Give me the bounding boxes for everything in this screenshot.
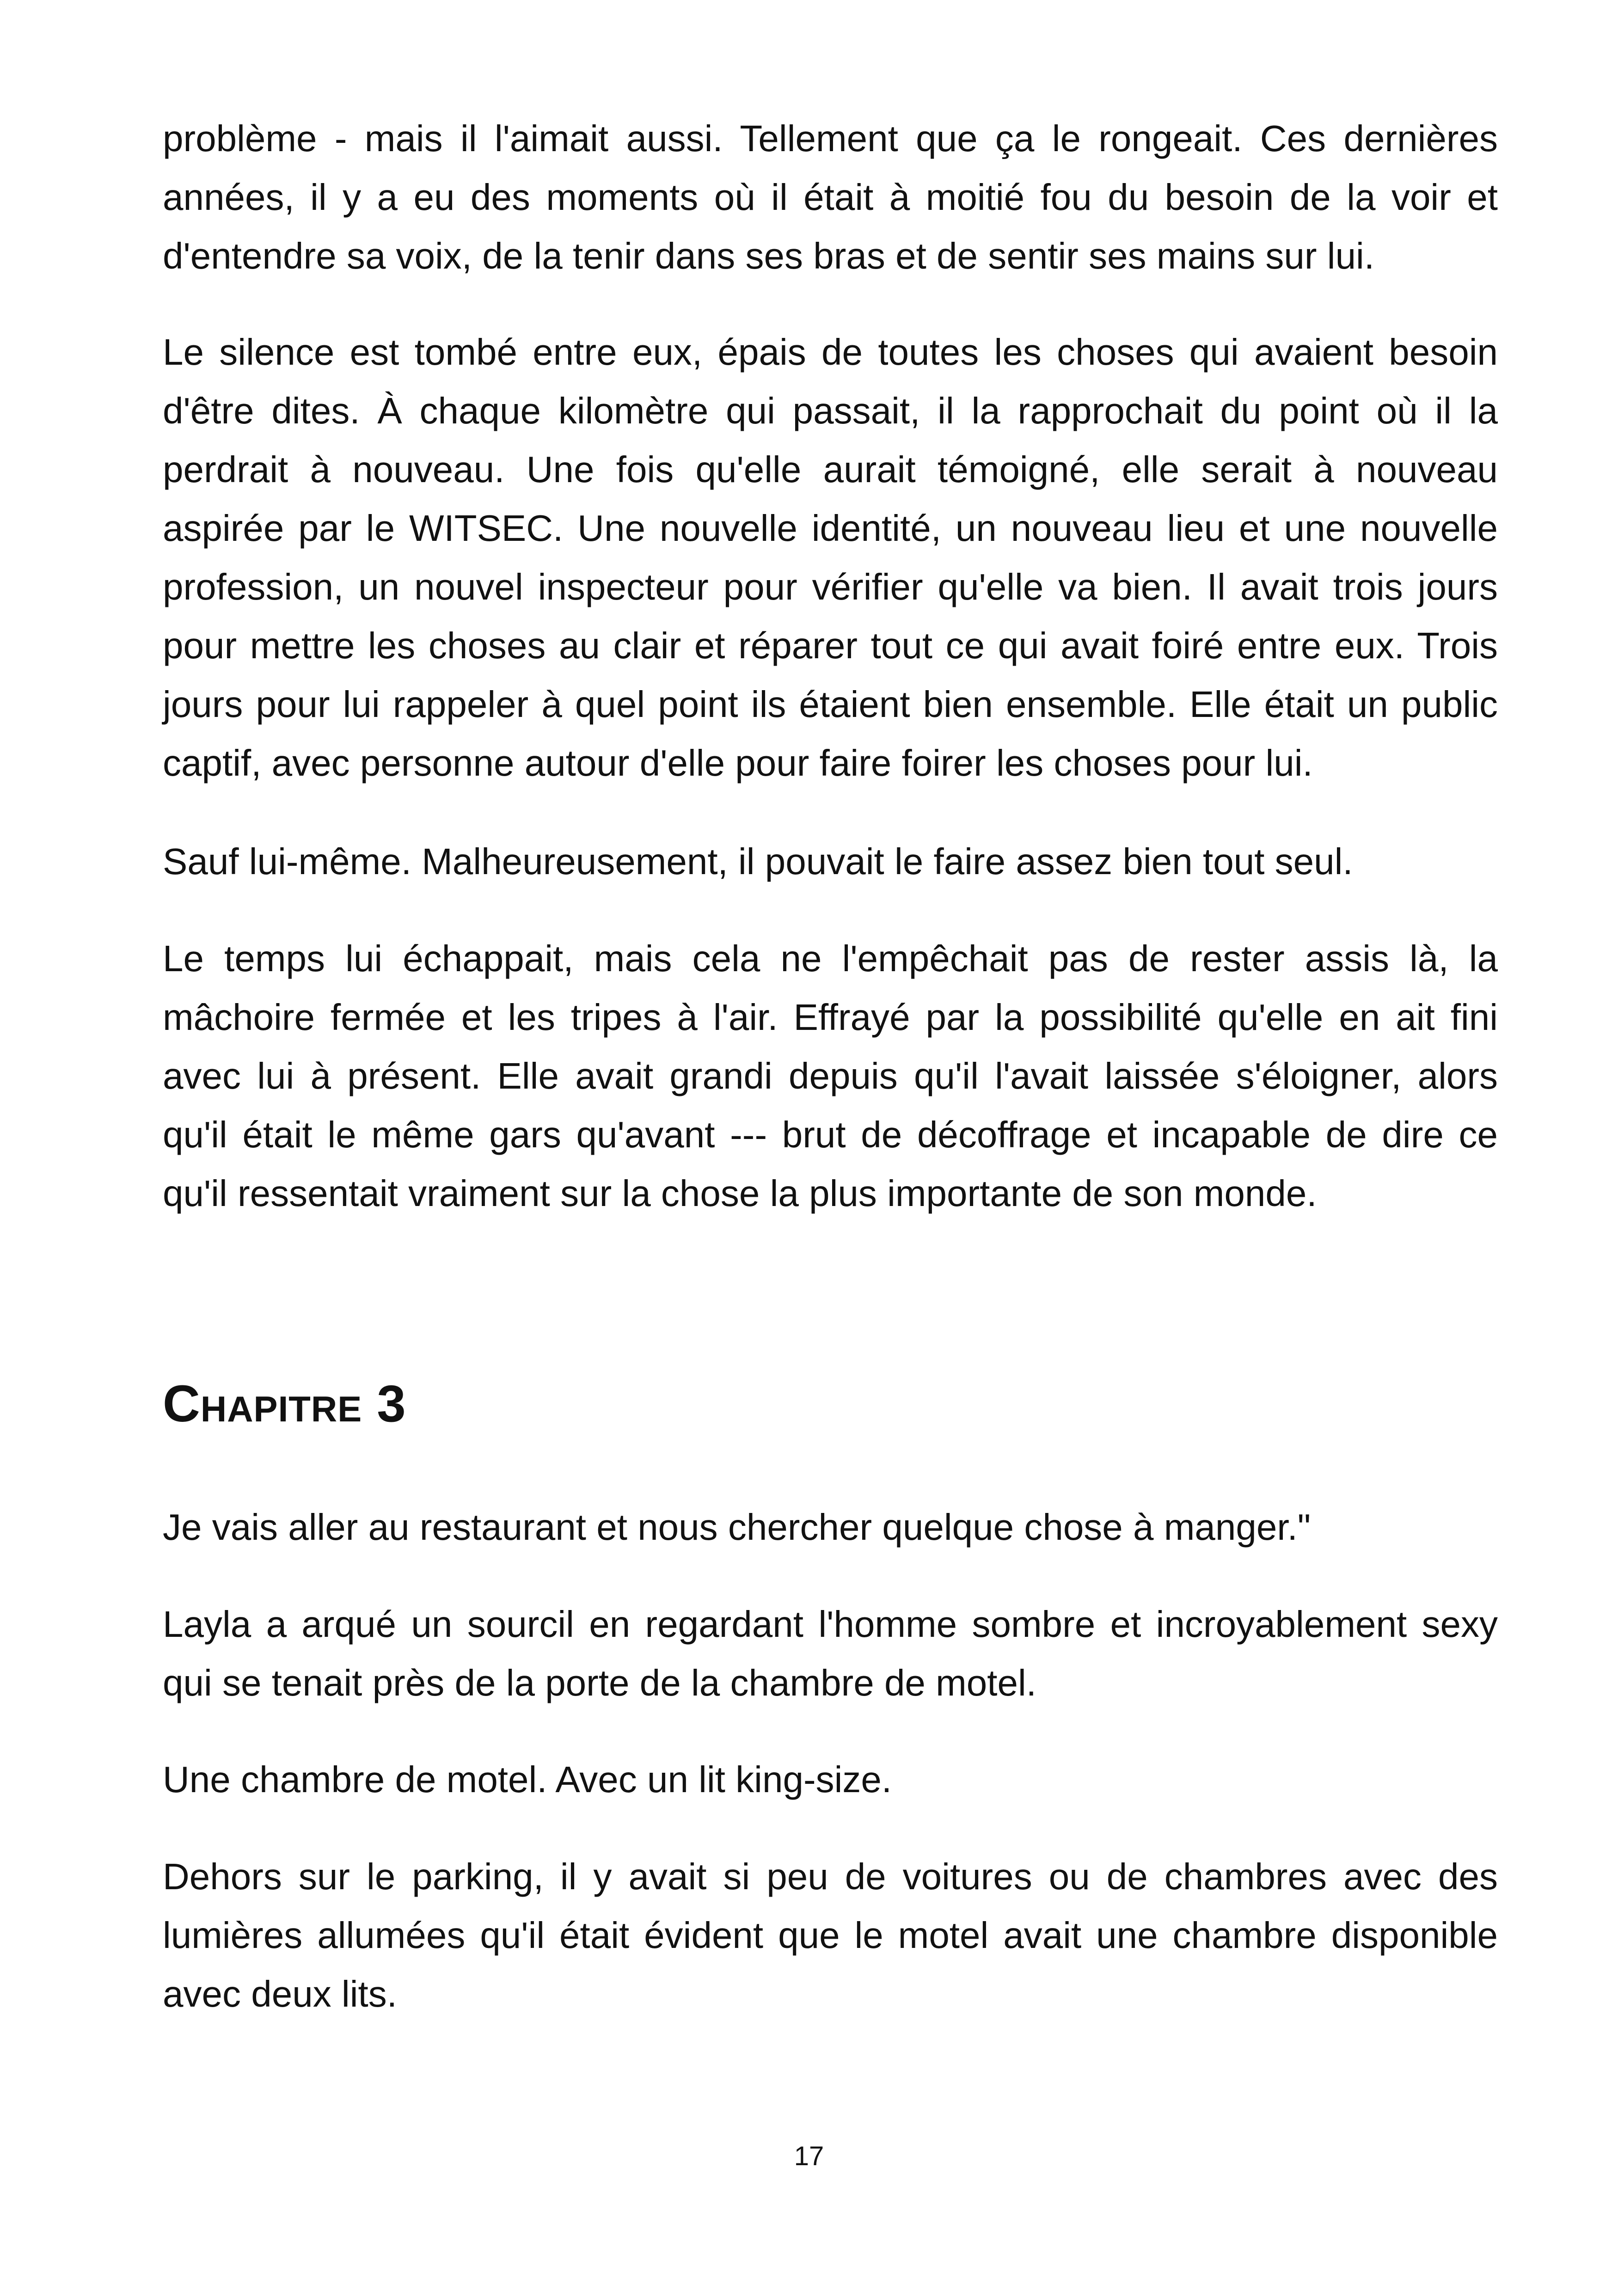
paragraph: problème - mais il l'aimait aussi. Tellement que ça le rongeait. Ces dernières années, il y a eu des moments où il était à moitié fou du besoin de la voir et d'entendre sa voix, de la tenir dans ses bras et de sentir ses mains sur lui. bbox=[163, 118, 1498, 276]
page-number: 17 bbox=[794, 2141, 824, 2171]
chapter-heading: Chapitre 3 bbox=[163, 1375, 406, 1433]
paragraph: Sauf lui-même. Malheureusement, il pouvait le faire assez bien tout seul. bbox=[163, 841, 1353, 882]
paragraph: Layla a arqué un sourcil en regardant l'homme sombre et incroyablement sexy qui se tenait près de la porte de la chambre de motel. bbox=[163, 1604, 1498, 1703]
paragraph: Une chambre de motel. Avec un lit king-size. bbox=[163, 1759, 892, 1800]
paragraph: Dehors sur le parking, il y avait si peu de voitures ou de chambres avec des lumières allumées qu'il était évident que le motel avait une chambre disponible avec deux lits. bbox=[163, 1856, 1498, 2014]
paragraph: Le temps lui échappait, mais cela ne l'empêchait pas de rester assis là, la mâchoire fermée et les tripes à l'air. Effrayé par la possibilité qu'elle en ait fini avec lui à présent. Elle avait grandi depuis qu'il l'avait laissée s'éloigner, alors qu'il était le même gars qu'avant --- brut de décoffrage et incapable de dire ce qu'il ressentait vraiment sur la chose la plus importante de son monde. bbox=[163, 938, 1498, 1214]
paragraph: Je vais aller au restaurant et nous chercher quelque chose à manger." bbox=[163, 1506, 1311, 1548]
paragraph: Le silence est tombé entre eux, épais de toutes les choses qui avaient besoin d'être dites. À chaque kilomètre qui passait, il la rapprochait du point où il la perdrait à nouveau. Une fois qu'elle aurait témoigné, elle serait à nouveau aspirée par le WITSEC. Une nouvelle identité, un nouveau lieu et une nouvelle profession, un nouvel inspecteur pour vérifier qu'elle va bien. Il avait trois jours pour mettre les choses au clair et réparer tout ce qui avait foiré entre eux. Trois jours pour lui rappeler à quel point ils étaient bien ensemble. Elle était un public captif, avec personne autour d'elle pour faire foirer les choses pour lui. bbox=[163, 331, 1498, 784]
